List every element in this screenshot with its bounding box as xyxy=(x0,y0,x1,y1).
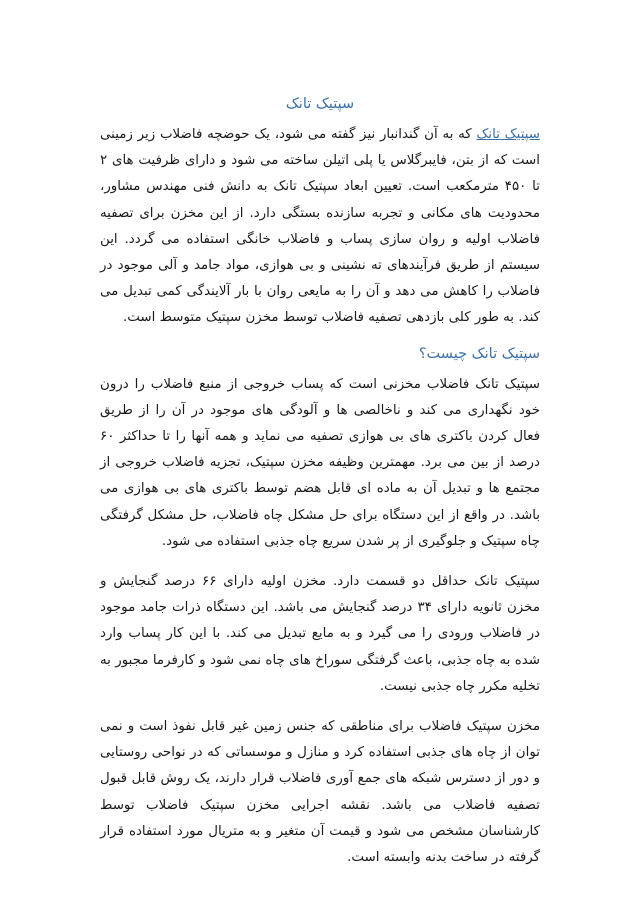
section-paragraph-2: سپتیک تانک حداقل دو قسمت دارد. مخزن اولیه دارای ۶۶ درصد گنجایش و مخزن ثانویه دارای ۳۴ درصد گنجایش می باشد. این دستگاه ذرات جامد موجود در فاضلاب ورودی را می گیرد و به مایع تبدیل می کند. با این کار پساب وارد شده به چاه جذبی، باعث گرفتگی سوراخ های چاه نمی شود و کارفرما مجبور به تخلیه مکرر چاه جذبی نیست. xyxy=(100,574,540,694)
section-paragraph-1: سپتیک تانک فاضلاب مخزنی است که پساب خروجی از منبع فاضلاب را درون خود نگهداری می کند و ناخالصی ها و آلودگی های موجود در آن را از طریق فعال کردن باکتری های بی هوازی تصفیه می نماید و همه آنها را تا حداکثر ۶۰ درصد از بین می برد. مهمترین وظیفه مخزن سپتیک، تجزیه فاضلاب خروجی از مجتمع ها و تبدیل آن به ماده ای قابل هضم توسط باکتری های بی هوازی می باشد. در واقع از این دستگاه برای حل مشکل چاه فاضلاب، حل مشکل گرفتگی چاه سپتیک و جلوگیری از پر شدن سریع چاه جذبی استفاده می شود. xyxy=(100,376,540,549)
document-title: سپتیک تانک xyxy=(285,96,355,112)
section-heading: سپتیک تانک چیست؟ xyxy=(418,345,540,362)
septic-tank-link[interactable]: سپتیک تانک xyxy=(476,127,540,142)
intro-text: که به آن گندانبار نیز گفته می شود، یک حوضچه فاضلاب زیر زمینی است که از بتن، فایبرگلاس یا پلی اتیلن ساخته می شود و دارای ظرفیت های ۲ تا ۴۵۰ مترمکعب است. تعیین ابعاد سپتیک تانک به دانش فنی مهندس مشاور، محدودیت های مکانی و تجربه سازنده بستگی دارد. از این مخزن برای تصفیه فاضلاب اولیه و روان سازی پساب و فاضلاب خانگی استفاده می گردد. این سیستم از طریق فرآیندهای ته نشینی و بی هوازی، مواد جامد و آلی موجود در فاضلاب را کاهش می دهد و آن را به مایعی روان با بار آلایندگی کمی تبدیل می کند. به طور کلی بازدهی تصفیه فاضلاب توسط مخزن سپتیک متوسط است. xyxy=(100,127,540,326)
intro-paragraph xyxy=(100,122,540,332)
document-page xyxy=(100,92,540,885)
section-paragraph-3: مخزن سپتیک فاضلاب برای مناطقی که جنس زمین غیر قابل نفوذ است و نمی توان از چاه های جذبی استفاده کرد و منازل و موسساتی که در نواحی روستایی و دور از دسترس شبکه های جمع آوری فاضلاب قرار دارند، یک روش قابل قبول تصفیه فاضلاب می باشد. نقشه اجرایی مخزن سپتیک فاضلاب توسط کارشناسان مشخص می شود و قیمت آن متغیر و به متریال مورد استفاده قرار گرفته در ساخت بدنه وابسته است. xyxy=(100,719,540,866)
